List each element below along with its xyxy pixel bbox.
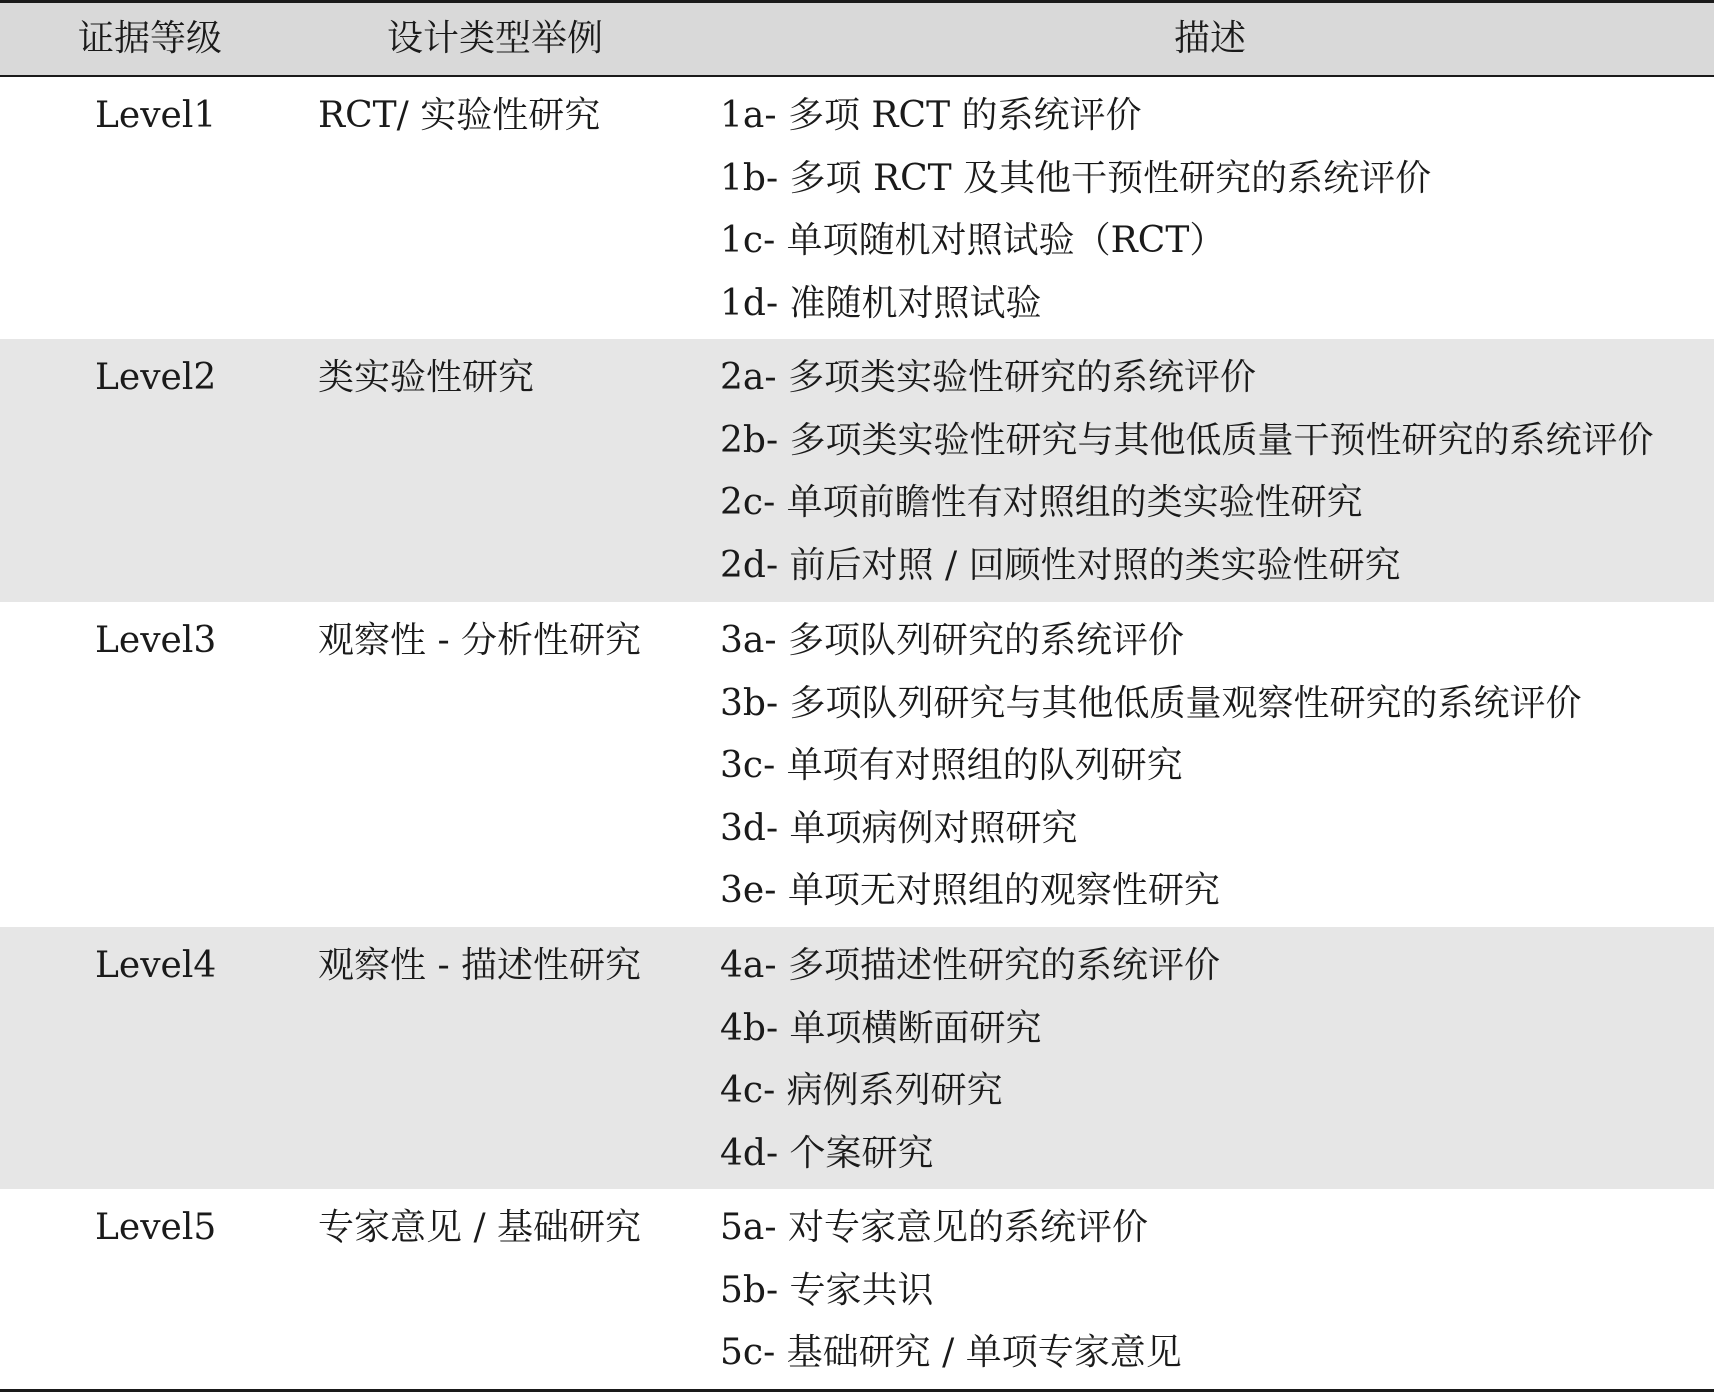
description-list (720, 85, 1431, 335)
header-level: 证据等级 (77, 18, 222, 59)
description-list (720, 610, 1582, 923)
description-item: 3b- 多项队列研究与其他低质量观察性研究的系统评价 (720, 682, 1582, 724)
description-item: 2c- 单项前瞻性有对照组的类实验性研究 (720, 482, 1363, 523)
table-bottom-rule (0, 1389, 1714, 1392)
description-item: 2d- 前后对照 / 回顾性对照的类实验性研究 (720, 544, 1401, 586)
description-list (720, 935, 1220, 1185)
description-item: 4d- 个案研究 (720, 1132, 934, 1174)
header-description: 描述 (1173, 18, 1246, 59)
design-type-cell: 类实验性研究 (318, 357, 535, 398)
description-item: 3c- 单项有对照组的队列研究 (720, 745, 1183, 786)
description-item: 2a- 多项类实验性研究的系统评价 (720, 357, 1256, 398)
description-item: 5c- 基础研究 / 单项专家意见 (720, 1332, 1182, 1373)
description-item: 1a- 多项 RCT 的系统评价 (720, 95, 1142, 136)
description-item: 3a- 多项队列研究的系统评价 (720, 620, 1184, 661)
level-cell: Level1 (95, 95, 217, 136)
table-header (0, 3, 1714, 75)
level-cell: Level5 (95, 1207, 217, 1248)
description-item: 4b- 单项横断面研究 (720, 1007, 1042, 1049)
description-item: 3e- 单项无对照组的观察性研究 (720, 870, 1220, 911)
description-list (720, 347, 1654, 597)
level-cell: Level2 (95, 357, 217, 398)
design-type-cell: 观察性 - 分析性研究 (318, 620, 642, 661)
design-type-cell: 专家意见 / 基础研究 (318, 1207, 642, 1248)
design-type-cell: 观察性 - 描述性研究 (318, 945, 642, 986)
description-item: 3d- 单项病例对照研究 (720, 807, 1078, 849)
design-type-cell: RCT/ 实验性研究 (318, 95, 601, 136)
level-cell: Level3 (95, 620, 217, 661)
description-item: 4c- 病例系列研究 (720, 1070, 1003, 1111)
description-list (720, 1197, 1182, 1385)
description-item: 5a- 对专家意见的系统评价 (720, 1207, 1148, 1248)
description-item: 1c- 单项随机对照试验（RCT） (720, 220, 1226, 261)
level-cell: Level4 (95, 945, 217, 986)
table-row-level5 (0, 1189, 1714, 1389)
header-design-type: 设计类型举例 (386, 18, 603, 59)
table-row-level4 (0, 927, 1714, 1189)
table-row-level2 (0, 339, 1714, 602)
description-item: 5b- 专家共识 (720, 1269, 934, 1311)
table-row-level3 (0, 602, 1714, 927)
description-item: 2b- 多项类实验性研究与其他低质量干预性研究的系统评价 (720, 419, 1654, 461)
table-row-level1 (0, 77, 1714, 339)
description-item: 1b- 多项 RCT 及其他干预性研究的系统评价 (720, 157, 1432, 199)
description-item: 4a- 多项描述性研究的系统评价 (720, 945, 1220, 986)
description-item: 1d- 准随机对照试验 (720, 282, 1042, 324)
